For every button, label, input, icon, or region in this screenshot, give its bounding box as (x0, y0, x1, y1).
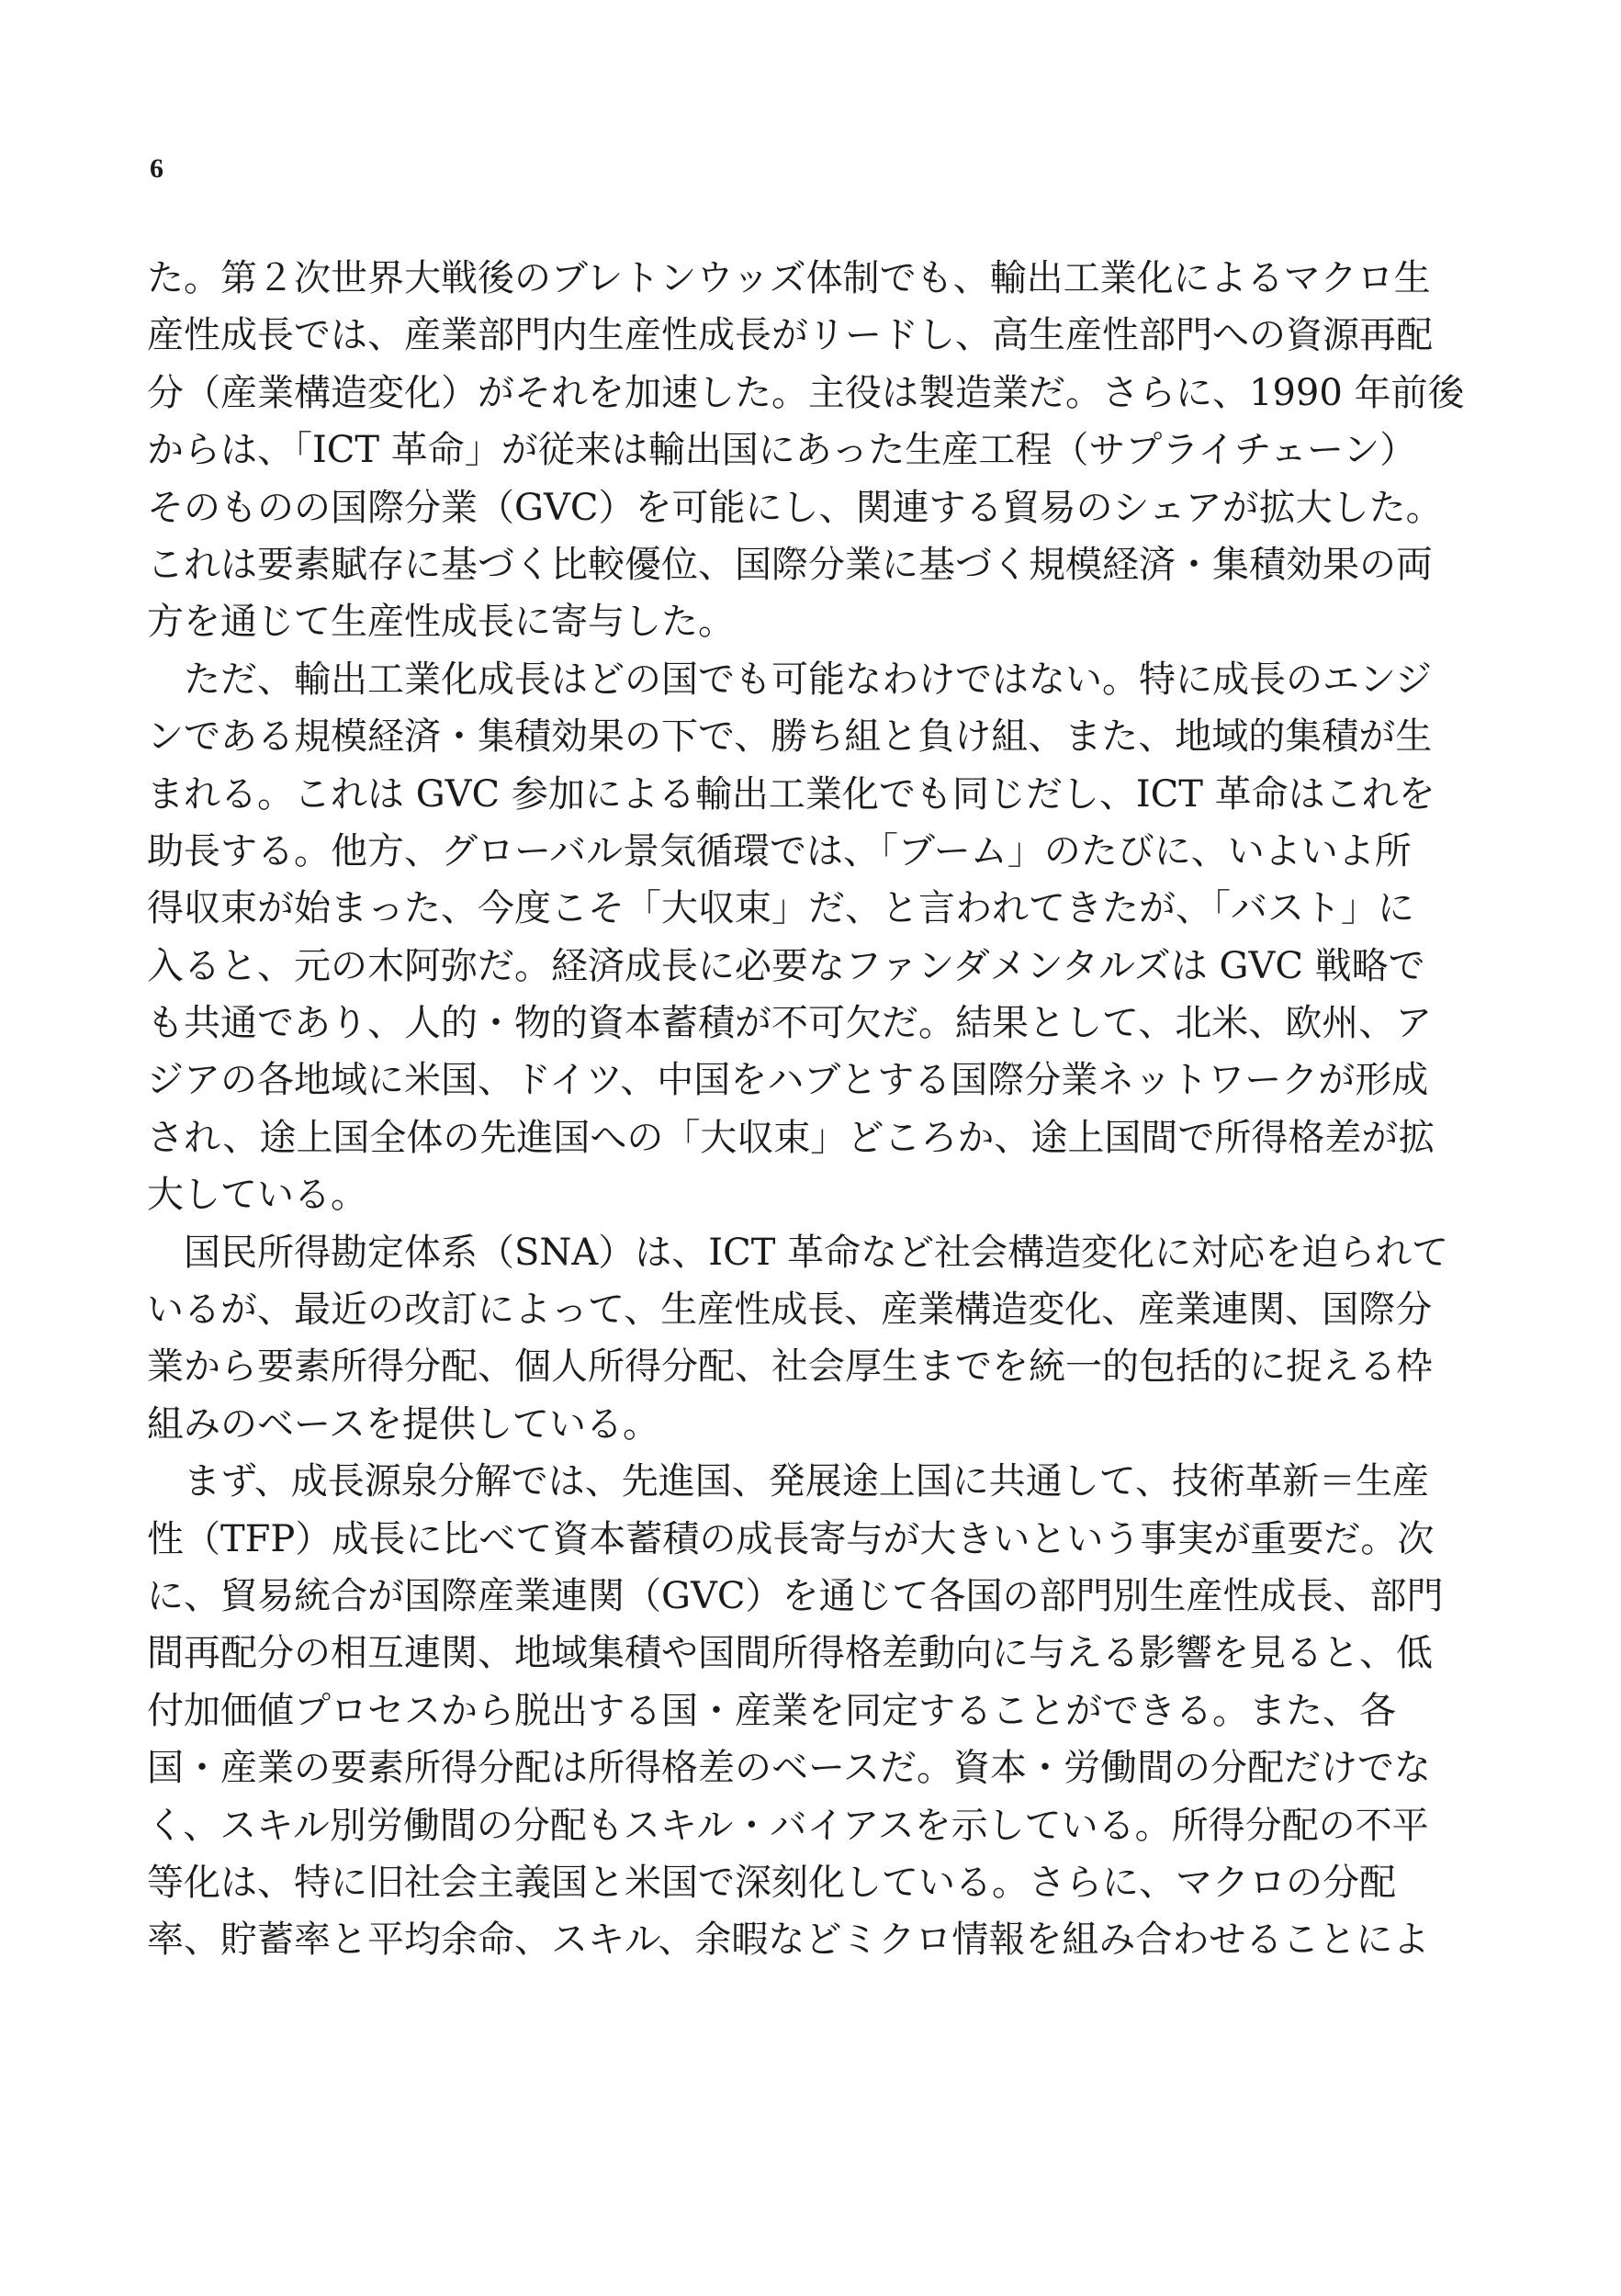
text-line: 業から要素所得分配、個人所得分配、社会厚生までを統一的包括的に捉える枠 (147, 1345, 1433, 1389)
text-line: そのものの国際分業（GVC）を可能にし、関連する貿易のシェアが拡大した。 (147, 486, 1443, 529)
text-line: まず、成長源泉分解では、先進国、発展途上国に共通して、技術革新＝生産 (147, 1460, 1429, 1503)
text-line: 方を通じて生産性成長に寄与した。 (147, 601, 735, 644)
text-line: ンである規模経済・集積効果の下で、勝ち組と負け組、また、地域的集積が生 (147, 715, 1433, 759)
text-line: 等化は、特に旧社会主義国と米国で深刻化している。さらに、マクロの分配 (147, 1861, 1396, 1904)
text-line: 入ると、元の木阿弥だ。経済成長に必要なファンダメンタルズは GVC 戦略で (147, 944, 1425, 987)
text-line: 国・産業の要素所得分配は所得格差のベースだ。資本・労働間の分配だけでな (147, 1747, 1431, 1790)
body-text (147, 250, 1465, 1969)
text-line: ジアの各地域に米国、ドイツ、中国をハブとする国際分業ネットワークが形成 (147, 1059, 1429, 1102)
text-line: 大している。 (147, 1174, 367, 1217)
text-line: からは、「ICT 革命」が従来は輸出国にあった生産工程（サプライチェーン） (147, 429, 1417, 472)
text-line: 間再配分の相互連関、地域集積や国間所得格差動向に与える影響を見ると、低 (147, 1632, 1433, 1675)
text-line: これは要素賦存に基づく比較優位、国際分業に基づく規模経済・集積効果の両 (147, 543, 1433, 586)
text-line: ただ、輸出工業化成長はどの国でも可能なわけではない。特に成長のエンジ (147, 658, 1432, 701)
text-line: 率、貯蓄率と平均余命、スキル、余暇などミクロ情報を組み合わせることによ (147, 1919, 1430, 1962)
text-line: 性（TFP）成長に比べて資本蓄積の成長寄与が大きいという事実が重要だ。次 (147, 1517, 1435, 1560)
page-number: 6 (150, 153, 163, 184)
text-line: も共通であり、人的・物的資本蓄積が不可欠だ。結果として、北米、欧州、ア (147, 1002, 1433, 1045)
text-line: まれる。これは GVC 参加による輸出工業化でも同じだし、ICT 革命はこれを (147, 772, 1435, 816)
text-line: 助長する。他方、グローバル景気循環では、「ブーム」のたびに、いよいよ所 (147, 829, 1412, 872)
text-line: に、貿易統合が国際産業連関（GVC）を通じて各国の部門別生産性成長、部門 (147, 1574, 1444, 1617)
text-line: 分（産業構造変化）がそれを加速した。主役は製造業だ。さらに、1990 年前後 (147, 371, 1465, 414)
text-line: 組みのベースを提供している。 (147, 1402, 659, 1446)
text-line: 産性成長では、産業部門内生産性成長がリードし、高生産性部門への資源再配 (147, 314, 1433, 357)
text-line: た。第２次世界大戦後のブレトンウッズ体制でも、輸出工業化によるマクロ生 (147, 257, 1431, 299)
text-line: 国民所得勘定体系（SNA）は、ICT 革命など社会構造変化に対応を迫られて (147, 1231, 1449, 1274)
text-line: 付加価値プロセスから脱出する国・産業を同定することができる。また、各 (147, 1689, 1396, 1732)
text-line: され、途上国全体の先進国への「大収束」どころか、途上国間で所得格差が拡 (147, 1116, 1435, 1159)
text-line: いるが、最近の改訂によって、生産性成長、産業構造変化、産業連関、国際分 (147, 1289, 1433, 1332)
text-line: 得収束が始まった、今度こそ「大収束」だ、と言われてきたが、「バスト」に (147, 887, 1414, 930)
text-line: く、スキル別労働間の分配もスキル・バイアスを示している。所得分配の不平 (147, 1804, 1429, 1847)
